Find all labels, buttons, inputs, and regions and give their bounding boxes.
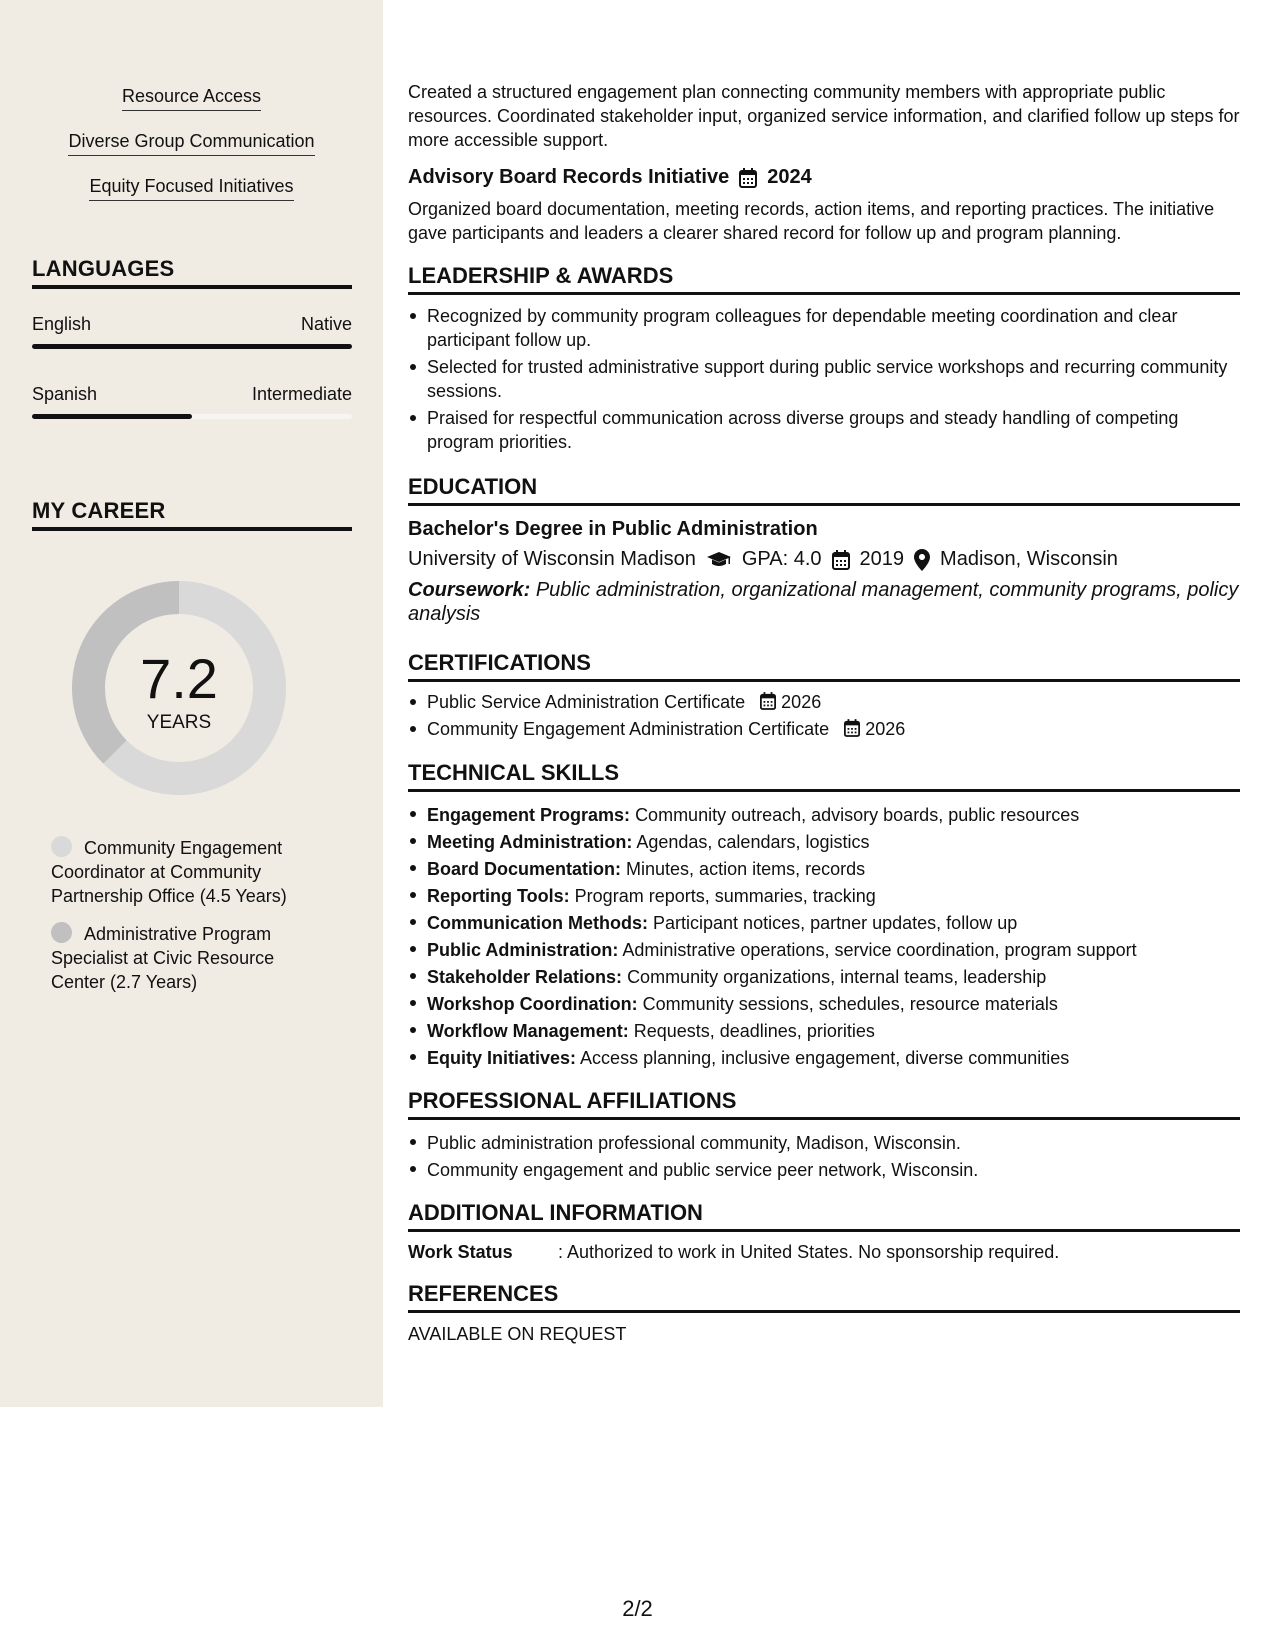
affiliations-list xyxy=(408,1130,1240,1184)
project-year: 2024 xyxy=(767,166,812,188)
skill-item: Diverse Group Communication xyxy=(0,131,383,156)
affiliations-heading: PROFESSIONAL AFFILIATIONS xyxy=(408,1088,1240,1120)
legend-dot xyxy=(51,922,72,943)
career-item-text: Community Engagement Coordinator at Community Partnership Office (4.5 Years) xyxy=(51,838,287,906)
additional-info-heading: ADDITIONAL INFORMATION xyxy=(408,1200,1240,1232)
project-description: Organized board documentation, meeting records, action items, and reporting practices. The initiative gave participants and leaders a clearer shared record for follow up and program planning. xyxy=(408,199,1215,243)
certification-name: Community Engagement Administration Certificate xyxy=(427,719,830,739)
skill-item: Public Administration: Administrative operations, service coordination, program support xyxy=(408,937,1240,964)
coursework xyxy=(408,578,1240,626)
education-location: Madison, Wisconsin xyxy=(940,548,1118,570)
language-level: Intermediate xyxy=(251,384,352,404)
work-status-text: : Authorized to work in United States. No sponsorship required. xyxy=(558,1242,1060,1262)
skill-item: Equity Initiatives: Access planning, inclusive engagement, diverse communities xyxy=(408,1045,1240,1072)
list-item: Community engagement and public service peer network, Wisconsin. xyxy=(408,1157,1240,1184)
career-unit: YEARS xyxy=(146,712,212,733)
career-item xyxy=(51,836,321,908)
location-pin-icon xyxy=(914,549,930,571)
legend-dot xyxy=(51,836,72,857)
skill-item: Board Documentation: Minutes, action items, records xyxy=(408,856,1240,883)
list-item: Selected for trusted administrative support during public service workshops and recurring community sessions. xyxy=(408,355,1240,403)
skill-item: Reporting Tools: Program reports, summaries, tracking xyxy=(408,883,1240,910)
gpa: GPA: 4.0 xyxy=(741,548,822,570)
education-heading: EDUCATION xyxy=(408,474,1240,506)
project-title: Advisory Board Records Initiative 2024 xyxy=(408,166,812,188)
work-status-label: Work Status xyxy=(408,1242,513,1262)
skill-item: Workflow Management: Requests, deadlines, priorities xyxy=(408,1018,1240,1045)
leadership-list xyxy=(408,304,1240,454)
career-total: 7.2 xyxy=(140,647,218,710)
calendar-icon xyxy=(832,550,850,570)
career-item xyxy=(51,922,321,994)
calendar-icon xyxy=(739,168,757,188)
skill-item: Communication Methods: Participant notices, partner updates, follow up xyxy=(408,910,1240,937)
skill-item: Resource Access xyxy=(0,86,383,111)
list-item: Recognized by community program colleagues for dependable meeting coordination and clear participant follow up. xyxy=(408,304,1240,352)
list-item: Public administration professional community, Madison, Wisconsin. xyxy=(408,1130,1240,1157)
page-number: 2/2 xyxy=(622,1596,653,1621)
graduation-cap-icon xyxy=(706,551,732,569)
languages-heading: LANGUAGES xyxy=(32,256,352,289)
list-item: Praised for respectful communication across diverse groups and steady handling of competing program priorities. xyxy=(408,406,1240,454)
certifications-list xyxy=(408,690,1240,741)
career-item-text: Administrative Program Specialist at Civic Resource Center (2.7 Years) xyxy=(51,924,275,992)
certification-name: Public Service Administration Certificate xyxy=(427,692,746,712)
references-heading: REFERENCES xyxy=(408,1281,1240,1313)
technical-skills-list xyxy=(408,802,1240,1072)
education-meta xyxy=(408,548,1118,571)
calendar-icon xyxy=(760,692,776,710)
references-text: AVAILABLE ON REQUEST xyxy=(408,1324,627,1344)
certifications-heading: CERTIFICATIONS xyxy=(408,650,1240,682)
work-status xyxy=(408,1240,1240,1264)
language-name: English xyxy=(32,314,92,334)
coursework-label: Coursework: xyxy=(408,579,531,601)
skill-item: Equity Focused Initiatives xyxy=(0,176,383,201)
language-proficiency-fill xyxy=(32,344,352,349)
language-proficiency-bar xyxy=(32,414,352,419)
certification-item xyxy=(408,690,1240,714)
career-donut-chart xyxy=(66,575,292,801)
skill-item: Stakeholder Relations: Community organizations, internal teams, leadership xyxy=(408,964,1240,991)
sidebar xyxy=(0,0,383,1407)
language-row xyxy=(32,314,352,335)
language-proficiency-fill xyxy=(32,414,192,419)
skill-item: Meeting Administration: Agendas, calendars, logistics xyxy=(408,829,1240,856)
degree-title: Bachelor's Degree in Public Administration xyxy=(408,518,818,540)
project-description: Created a structured engagement plan connecting community members with appropriate public resources. Coordinated stakeholder input, organized service information, and clarified follow up steps for more accessible support. xyxy=(408,82,1240,150)
skill-item: Engagement Programs: Community outreach, advisory boards, public resources xyxy=(408,802,1240,829)
technical-skills-heading: TECHNICAL SKILLS xyxy=(408,760,1240,792)
career-heading: MY CAREER xyxy=(32,498,352,531)
language-level: Native xyxy=(300,314,352,334)
language-name: Spanish xyxy=(32,384,98,404)
school-name: University of Wisconsin Madison xyxy=(408,548,696,570)
leadership-heading: LEADERSHIP & AWARDS xyxy=(408,263,1240,295)
coursework-text: Public administration, organizational management, community programs, policy analysis xyxy=(408,579,1239,625)
certification-year: 2026 xyxy=(781,692,822,712)
skill-item: Workshop Coordination: Community sessions, schedules, resource materials xyxy=(408,991,1240,1018)
calendar-icon xyxy=(844,719,860,737)
graduation-year: 2019 xyxy=(859,548,905,570)
certification-year: 2026 xyxy=(865,719,906,739)
certification-item xyxy=(408,717,1240,741)
language-proficiency-bar xyxy=(32,344,352,349)
language-row xyxy=(32,384,352,405)
